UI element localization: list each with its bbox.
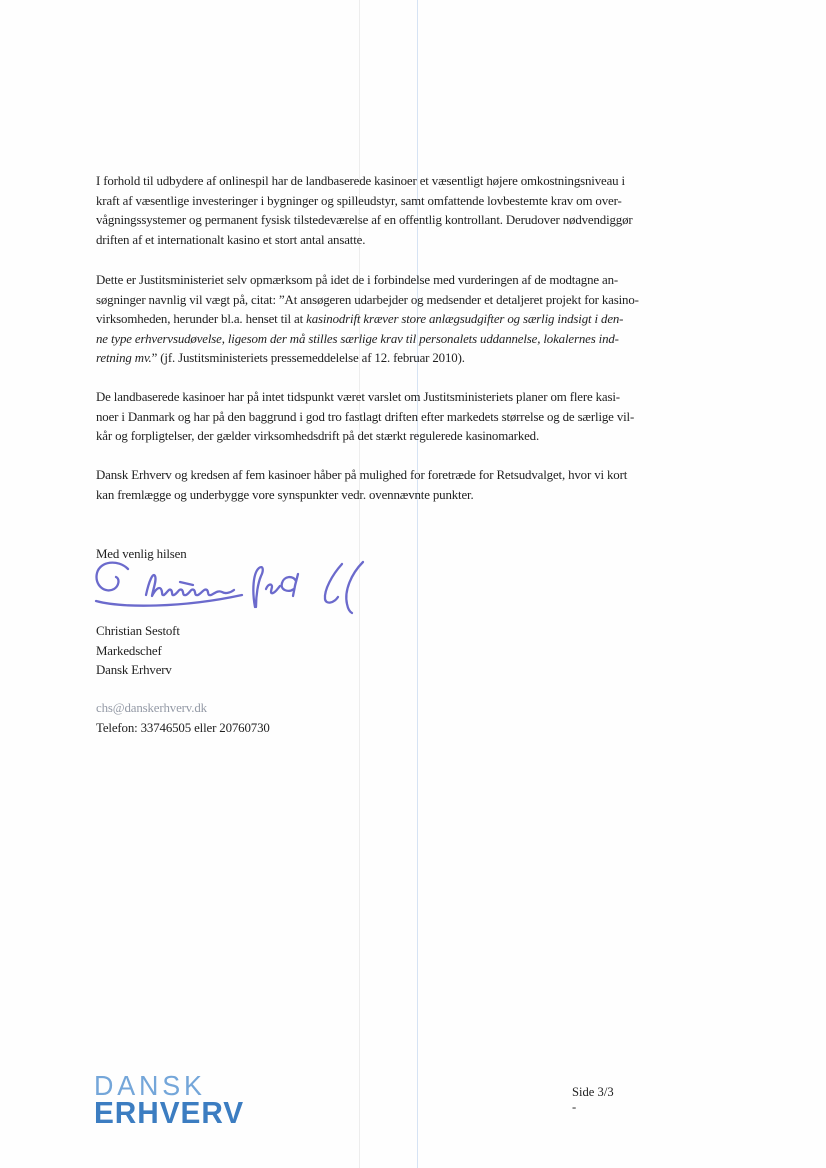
- quoted-italic-segment: kasinodrift kræver store anlægsudgifter og særlig indsigt i den-: [306, 312, 624, 326]
- logo-word-erhverv: ERHVERV: [94, 1095, 245, 1130]
- logo-word-dansk: DANSK: [94, 1070, 206, 1101]
- page-number-dash: -: [572, 1100, 577, 1114]
- text-segment: virksomheden, herunder bl.a. henset til at: [96, 312, 307, 326]
- page-number-label: Side 3/3: [572, 1085, 614, 1099]
- sender-organization: Dansk Erhverv: [96, 663, 172, 678]
- text-line: kan fremlægge og underbygge vore synspunkter vedr. ovennævnte punkter.: [96, 487, 474, 502]
- text-line: vågningssystemer og permanent fysisk tilstedeværelse af en offentlig kontrollant. Derudover nødvendiggør: [96, 213, 633, 227]
- sender-title: Markedschef: [96, 643, 162, 658]
- text-line: De landbaserede kasinoer har på intet tidspunkt været varslet om Justitsministeriets planer om flere kasi-: [96, 390, 620, 404]
- text-line: I forhold til udbydere af onlinespil har de landbaserede kasinoer et væsentligt højere omkostningsniveau i: [96, 174, 625, 188]
- text-line: Dette er Justitsministeriet selv opmærksom på idet de i forbindelse med vurderingen af de modtagne an-: [96, 273, 619, 287]
- contact-block: [96, 698, 270, 738]
- text-line: søgninger navnlig vil vægt på, citat: ”At ansøgeren udarbejder og medsender et detaljeret projekt for kasino-: [96, 292, 639, 307]
- sender-block: [96, 622, 180, 681]
- quoted-italic-segment: retning mv.: [96, 351, 152, 365]
- text-line: noer i Danmark og har på den baggrund i god tro fastlagt driften efter markedets størrelse og de særlige vil-: [96, 409, 635, 424]
- text-line: driften af et internationalt kasino et stort antal ansatte.: [96, 232, 366, 247]
- sender-phone: Telefon: 33746505 eller 20760730: [96, 721, 270, 735]
- page-number-block: [572, 1085, 614, 1115]
- paragraph-request-hearing: [96, 466, 627, 505]
- handwritten-signature: [92, 557, 367, 619]
- paragraph-costs: [96, 172, 633, 250]
- text-line: kraft af væsentlige investeringer i bygninger og spilleudstyr, samt omfattende lovbestemte krav om over-: [96, 193, 622, 208]
- quoted-italic-segment: ne type erhvervsudøvelse, ligesom der må stilles særlige krav til personalets uddannelse, lokalernes ind-: [96, 331, 619, 346]
- text-line: Dansk Erhverv og kredsen af fem kasinoer håber på mulighed for foretræde for Retsudvalget, hvor vi kort: [96, 468, 628, 482]
- text-line: kår og forpligtelser, der gælder virksomhedsdrift på det stærkt regulerede kasinomarked.: [96, 429, 540, 443]
- paragraph-ministry-quote: [96, 271, 639, 369]
- sender-name: Christian Sestoft: [96, 624, 180, 638]
- text-segment: ” (jf. Justitsministeriets pressemeddelelse af 12. februar 2010).: [151, 351, 465, 365]
- text-line: Med venlig hilsen: [96, 547, 187, 561]
- signature-strokes: [96, 562, 363, 613]
- dansk-erhverv-logo: [94, 1070, 245, 1130]
- paragraph-no-warning: [96, 388, 634, 447]
- sender-email: chs@danskerhverv.dk: [96, 701, 207, 715]
